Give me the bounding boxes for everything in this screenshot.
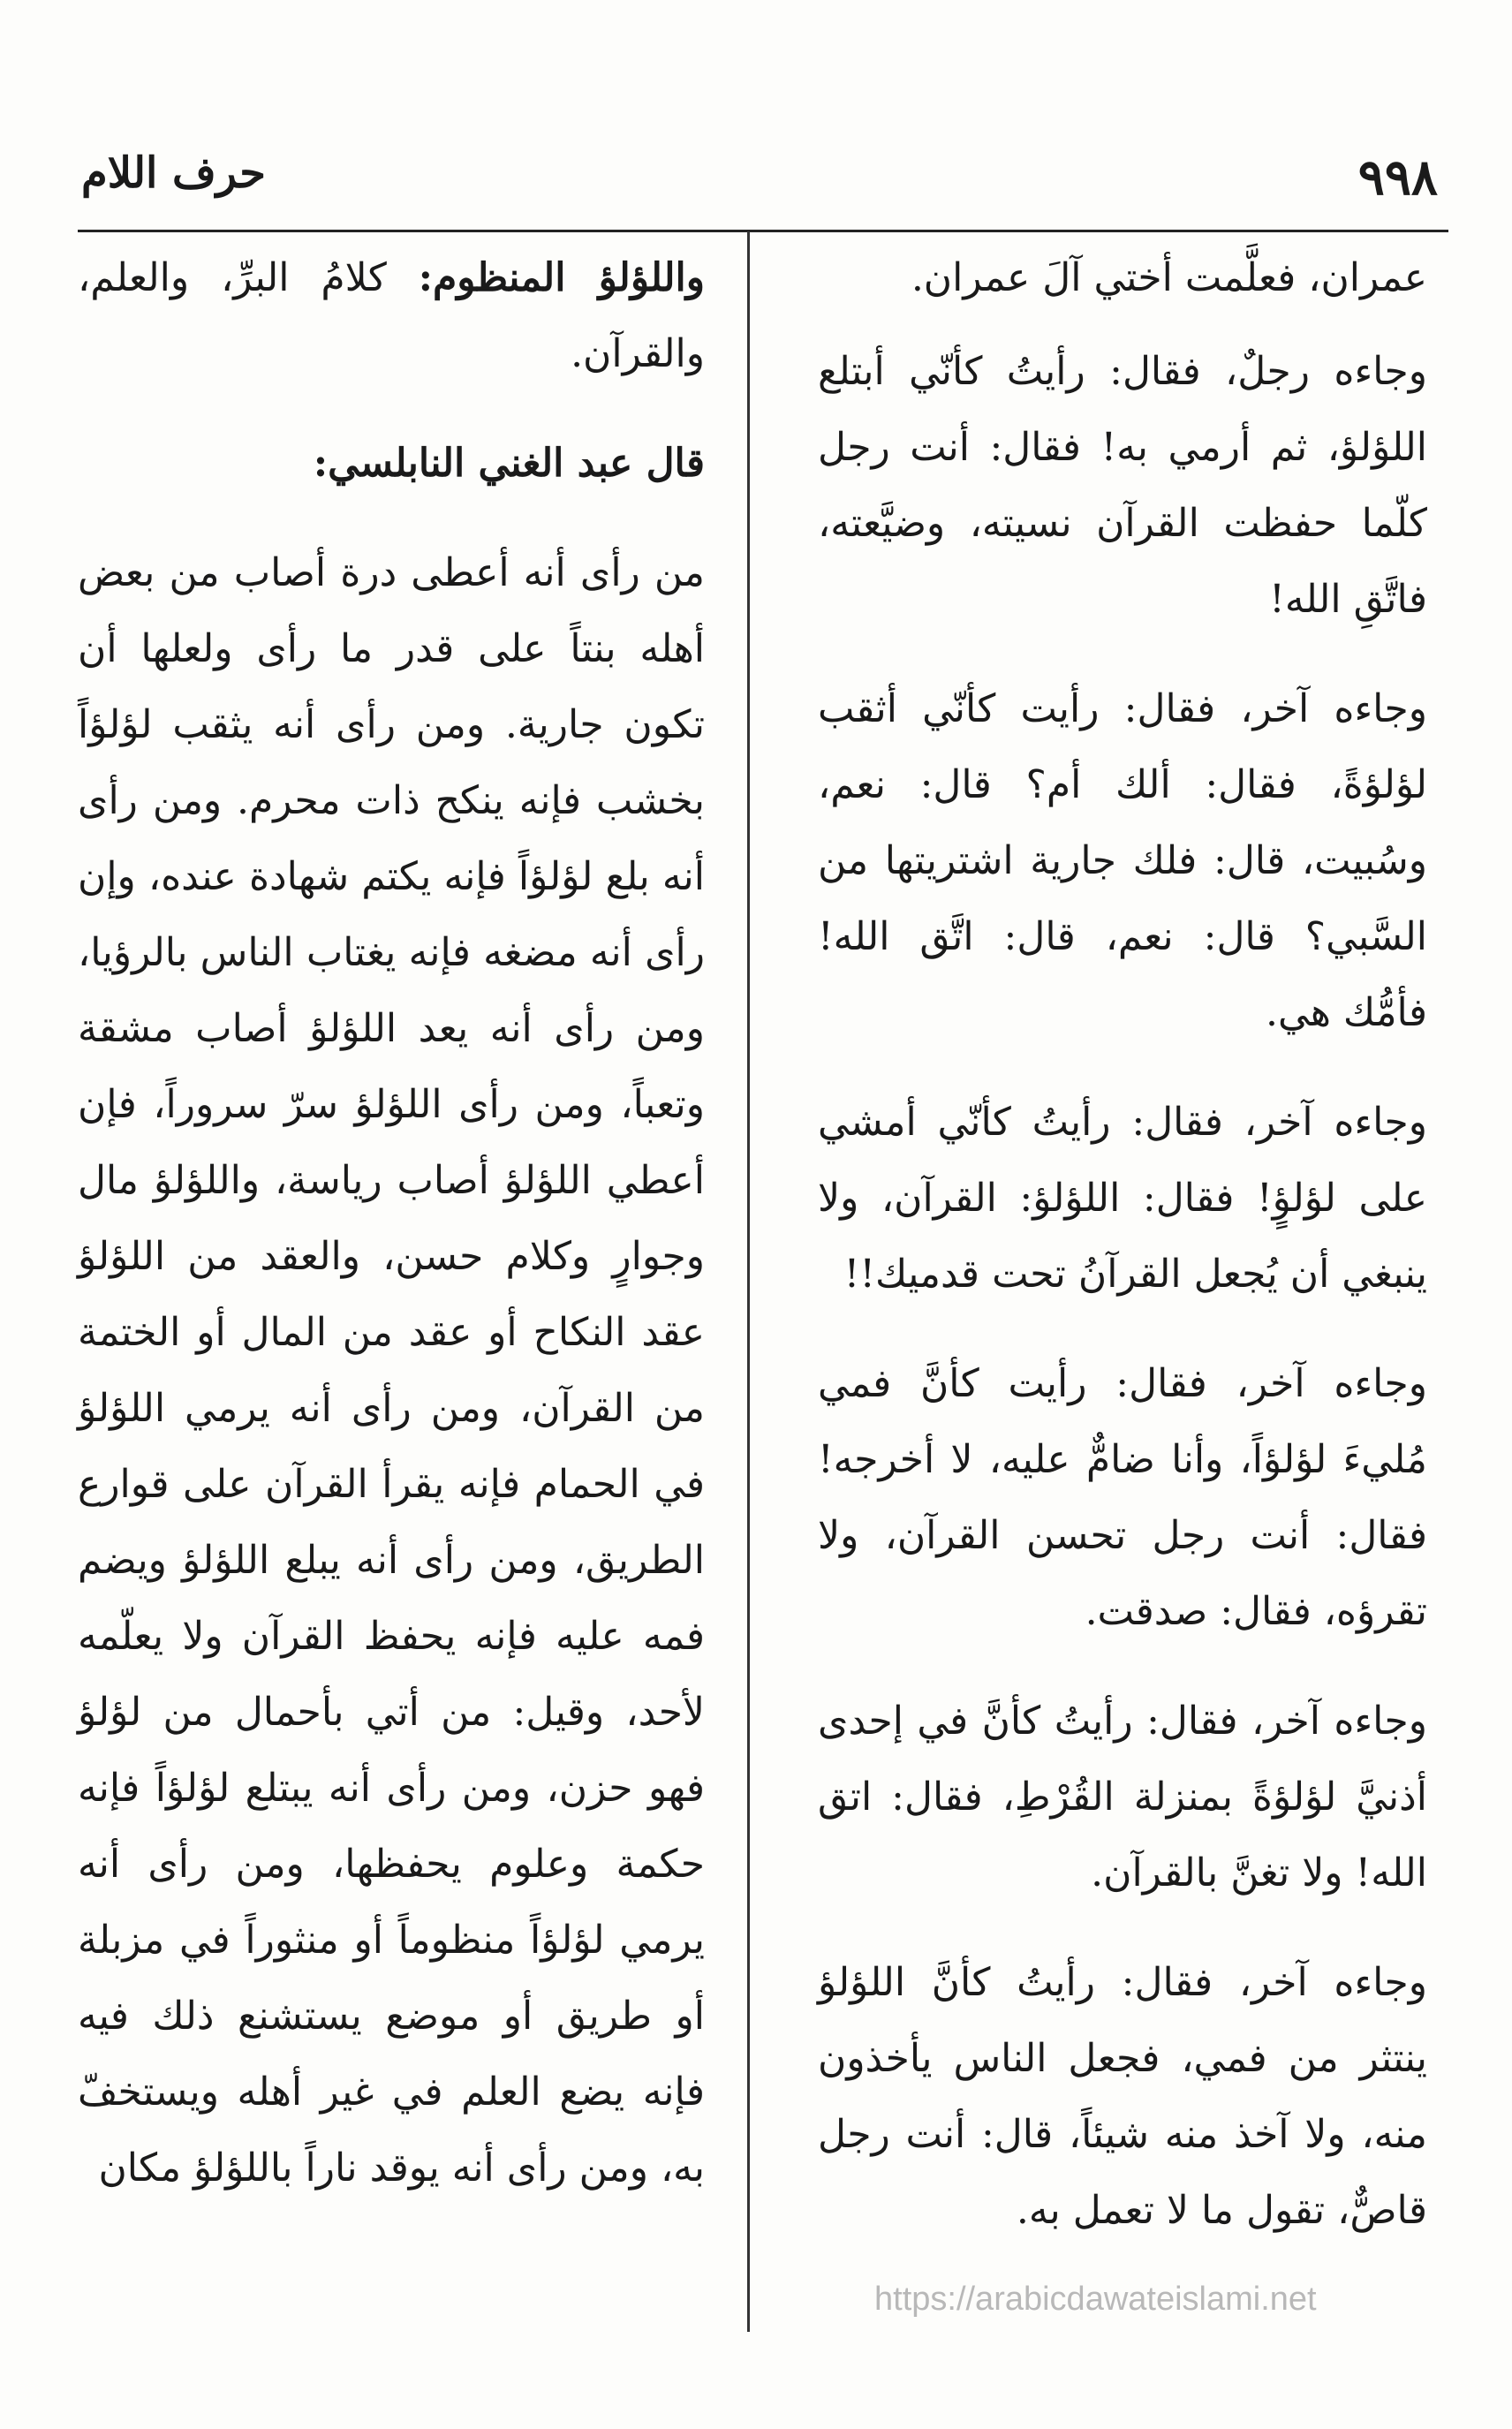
paragraph: وجاءه آخر، فقال: رأيتُ كأنَّ اللؤلؤ ينتثر من فمي، فجعل الناس يأخذون منه، ولا آخذ منه شيئاً، قال: أنت رجل قاصٌّ، تقول ما لا تعمل به. — [818, 1960, 1427, 2233]
paragraph: وجاءه آخر، فقال: رأيتُ كأنّي أمشي على لؤلؤٍ! فقال: اللؤلؤ: القرآن، ولا ينبغي أن يُجعل القرآنُ تحت قدميك!! — [818, 1100, 1427, 1297]
page-number: ٩٩٨ — [1357, 148, 1438, 207]
watermark: https://arabicdawateislami.net — [874, 2281, 1317, 2318]
header-rule — [78, 230, 1448, 232]
right-column — [818, 240, 1427, 2282]
paragraph: عمران، فعلَّمت أختي آلَ عمران. — [911, 255, 1427, 300]
paragraph: وجاءه آخر، فقال: رأيت كأنّي أثقب لؤلؤةً، فقال: ألك أم؟ قال: نعم، وسُبيت، قال: فلك جارية اشتريتها من السَّبي؟ قال: نعم، قال: اتَّق الله! فأمُّك هي. — [818, 686, 1427, 1035]
body-paragraph: من رأى أنه أعطى درة أصاب من بعض أهله بنتاً على قدر ما رأى ولعلها أن تكون جارية. ومن رأى أنه يثقب لؤلؤاً بخشب فإنه ينكح ذات محرم. ومن رأى أنه بلع لؤلؤاً فإنه يكتم شهادة عنده، وإن رأى أنه مضغه فإنه يغتاب الناس بالرؤيا، ومن رأى أنه يعد اللؤلؤ أصاب مشقة وتعباً، ومن رأى اللؤلؤ سرّ سروراً، فإن أعطي اللؤلؤ أصاب رياسة، واللؤلؤ مال وجوارٍ وكلام حسن، والعقد من اللؤلؤ عقد النكاح أو عقد من المال أو الختمة من القرآن، ومن رأى أنه يرمي اللؤلؤ في الحمام فإنه يقرأ القرآن على قوارع الطريق، ومن رأى أنه يبلع اللؤلؤ ويضم فمه عليه فإنه يحفظ القرآن ولا يعلّمه لأحد، وقيل: من أتي بأحمال من لؤلؤ فهو حزن، ومن رأى أنه يبتلع لؤلؤاً فإنه حكمة وعلوم يحفظها، ومن رأى أنه يرمي لؤلؤاً منظوماً أو منثوراً في مزبلة أو طريق أو موضع يستشنع ذلك فيه فإنه يضع العلم في غير أهله ويستخفّ به، ومن رأى أنه يوقد ناراً باللؤلؤ مكان — [78, 550, 706, 2191]
paragraph: وجاءه آخر، فقال: رأيت كأنَّ فمي مُليءَ لؤلؤاً، وأنا ضامٌّ عليه، لا أخرجه! فقال: أنت رجل تحسن القرآن، ولا تقرؤه، فقال: صدقت. — [818, 1361, 1427, 1634]
paragraph: وجاءه آخر، فقال: رأيتُ كأنَّ في إحدى أذنيَّ لؤلؤةً بمنزلة القُرْطِ، فقال: اتق الله! ولا تغنَّ بالقرآن. — [818, 1699, 1427, 1896]
column-divider — [747, 231, 750, 2332]
paragraph: وجاءه رجلٌ، فقال: رأيتُ كأنّي أبتلع اللؤلؤ، ثم أرمي به! فقال: أنت رجل كلّما حفظت القرآن نسيته، وضيَّعته، فاتَّقِ الله! — [818, 349, 1427, 622]
intro-definition: كلامُ البرِّ، والعلم، والقرآن. — [78, 255, 705, 376]
section-heading: قال عبد الغني النابلسي: — [313, 441, 705, 486]
intro-paragraph — [78, 240, 705, 392]
intro-term: واللؤلؤ المنظوم: — [418, 255, 705, 300]
running-header: حرف اللام — [81, 148, 266, 198]
left-column — [78, 240, 705, 2240]
